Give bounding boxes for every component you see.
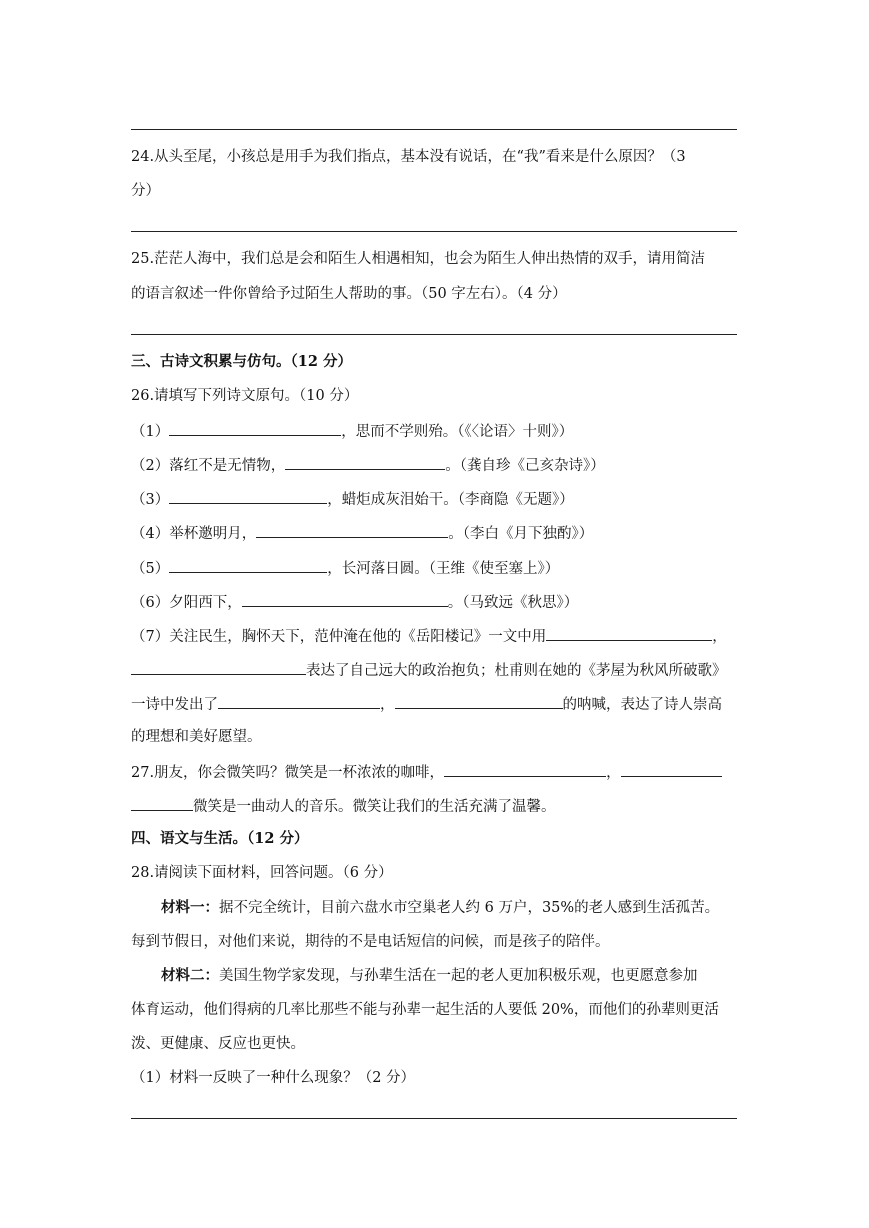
fill-blank[interactable] <box>395 693 563 709</box>
item-number: （4） <box>131 526 170 542</box>
q26-item-2 <box>131 454 737 476</box>
q26-item-3 <box>131 488 737 510</box>
q26-item-1 <box>131 420 737 442</box>
item-number: （1） <box>131 424 170 440</box>
question-text: 27.朋友，你会微笑吗？微笑是一杯浓浓的咖啡， <box>131 765 445 781</box>
material-2-line-1 <box>131 966 767 986</box>
answer-line <box>131 129 737 130</box>
question-text: ， <box>606 765 621 781</box>
item-text: ，长河落日圆。（王维《使至塞上》） <box>327 561 560 577</box>
fill-blank[interactable] <box>546 625 712 641</box>
section-4-title: 四、语文与生活。（12 分） <box>131 830 309 847</box>
material-1-line-1 <box>131 898 767 918</box>
q26-item-5 <box>131 557 737 579</box>
fill-blank[interactable] <box>444 761 606 777</box>
material-1-line-2: 每到节假日，对他们来说，期待的不是电话短信的问候，而是孩子的陪伴。 <box>131 934 610 950</box>
question-text: 微笑是一曲动人的音乐。微笑让我们的生活充满了温馨。 <box>193 799 556 815</box>
item-text: 一诗中发出了 <box>131 697 218 713</box>
fill-blank[interactable] <box>131 659 306 675</box>
item-number: （2） <box>131 458 170 474</box>
q28-title: 28.请阅读下面材料，回答问题。（6 分） <box>131 865 393 881</box>
q24-line-1: 24.从头至尾，小孩总是用手为我们指点，基本没有说话，在“我”看来是什么原因？（3 <box>131 149 686 165</box>
item-text: 夕阳西下， <box>169 595 242 611</box>
fill-blank[interactable] <box>169 420 341 436</box>
q25-line-1: 25.茫茫人海中，我们总是会和陌生人相遇相知，也会为陌生人伸出热情的双手，请用简洁 <box>131 251 706 267</box>
item-number: （5） <box>131 561 170 577</box>
material-2-label: 材料二： <box>161 967 219 984</box>
item-text: 的呐喊，表达了诗人崇高 <box>562 697 722 713</box>
fill-blank[interactable] <box>242 591 448 607</box>
item-text: ，蜡炬成灰泪始干。（李商隐《无题》） <box>327 492 574 508</box>
q28-sub-1: （1）材料一反映了一种什么现象？（2 分） <box>131 1070 416 1086</box>
fill-blank[interactable] <box>169 488 327 504</box>
fill-blank[interactable] <box>256 522 448 538</box>
material-2-line-2: 体育运动，他们得病的几率比那些不能与孙辈一起生活的人要低 20%，而他们的孙辈则更活 <box>131 1002 719 1018</box>
fill-blank[interactable] <box>218 693 380 709</box>
item-text: 。（马致远《秋思》） <box>447 595 579 611</box>
q26-title: 26.请填写下列诗文原句。（10 分） <box>131 388 359 404</box>
item-number: （6） <box>131 595 170 611</box>
fill-blank[interactable] <box>285 454 445 470</box>
item-text: 表达了自己远大的政治抱负；杜甫则在她的《茅屋为秋风所破歌》 <box>306 663 727 679</box>
item-text: （7）关注民生，胸怀天下，范仲淹在他的《岳阳楼记》一文中用 <box>131 629 547 645</box>
q26-item-7-line-4: 的理想和美好愿望。 <box>131 729 262 745</box>
item-text: 落红不是无情物， <box>169 458 286 474</box>
item-text: ， <box>712 629 727 645</box>
q27-line-1 <box>131 761 737 783</box>
q26-item-7-line-1 <box>131 625 737 647</box>
item-text: ， <box>380 697 395 713</box>
item-text: 。（李白《月下独酌》） <box>448 526 594 542</box>
fill-blank[interactable] <box>621 761 722 777</box>
material-1-label: 材料一： <box>161 899 219 916</box>
item-text: 举杯邀明月， <box>169 526 257 542</box>
section-3-title: 三、古诗文积累与仿句。（12 分） <box>131 353 352 370</box>
item-text: ，思而不学则殆。（《〈论语〉十则》） <box>341 424 574 440</box>
fill-blank[interactable] <box>169 557 327 573</box>
answer-line <box>131 1118 737 1119</box>
q26-item-6 <box>131 591 737 613</box>
answer-line <box>131 231 737 232</box>
q26-item-4 <box>131 522 737 544</box>
fill-blank[interactable] <box>131 795 193 811</box>
item-number: （3） <box>131 492 170 508</box>
q26-item-7-line-3 <box>131 693 737 715</box>
q24-line-2: 分） <box>131 183 160 199</box>
item-text: 。（龚自珍《己亥杂诗》） <box>445 458 605 474</box>
q26-item-7-line-2 <box>131 659 737 681</box>
material-text: 美国生物学家发现，与孙辈生活在一起的老人更加积极乐观，也更愿意参加 <box>219 968 698 984</box>
material-text: 据不完全统计，目前六盘水市空巢老人约 6 万户，35%的老人感到生活孤苦。 <box>219 900 720 916</box>
q25-line-2: 的语言叙述一件你曾给予过陌生人帮助的事。（50 字左右）。（4 分） <box>131 286 567 302</box>
q27-line-2 <box>131 795 737 817</box>
material-2-line-3: 泼、更健康、反应也更快。 <box>131 1036 305 1052</box>
exam-page <box>131 0 737 1228</box>
answer-line <box>131 334 737 335</box>
